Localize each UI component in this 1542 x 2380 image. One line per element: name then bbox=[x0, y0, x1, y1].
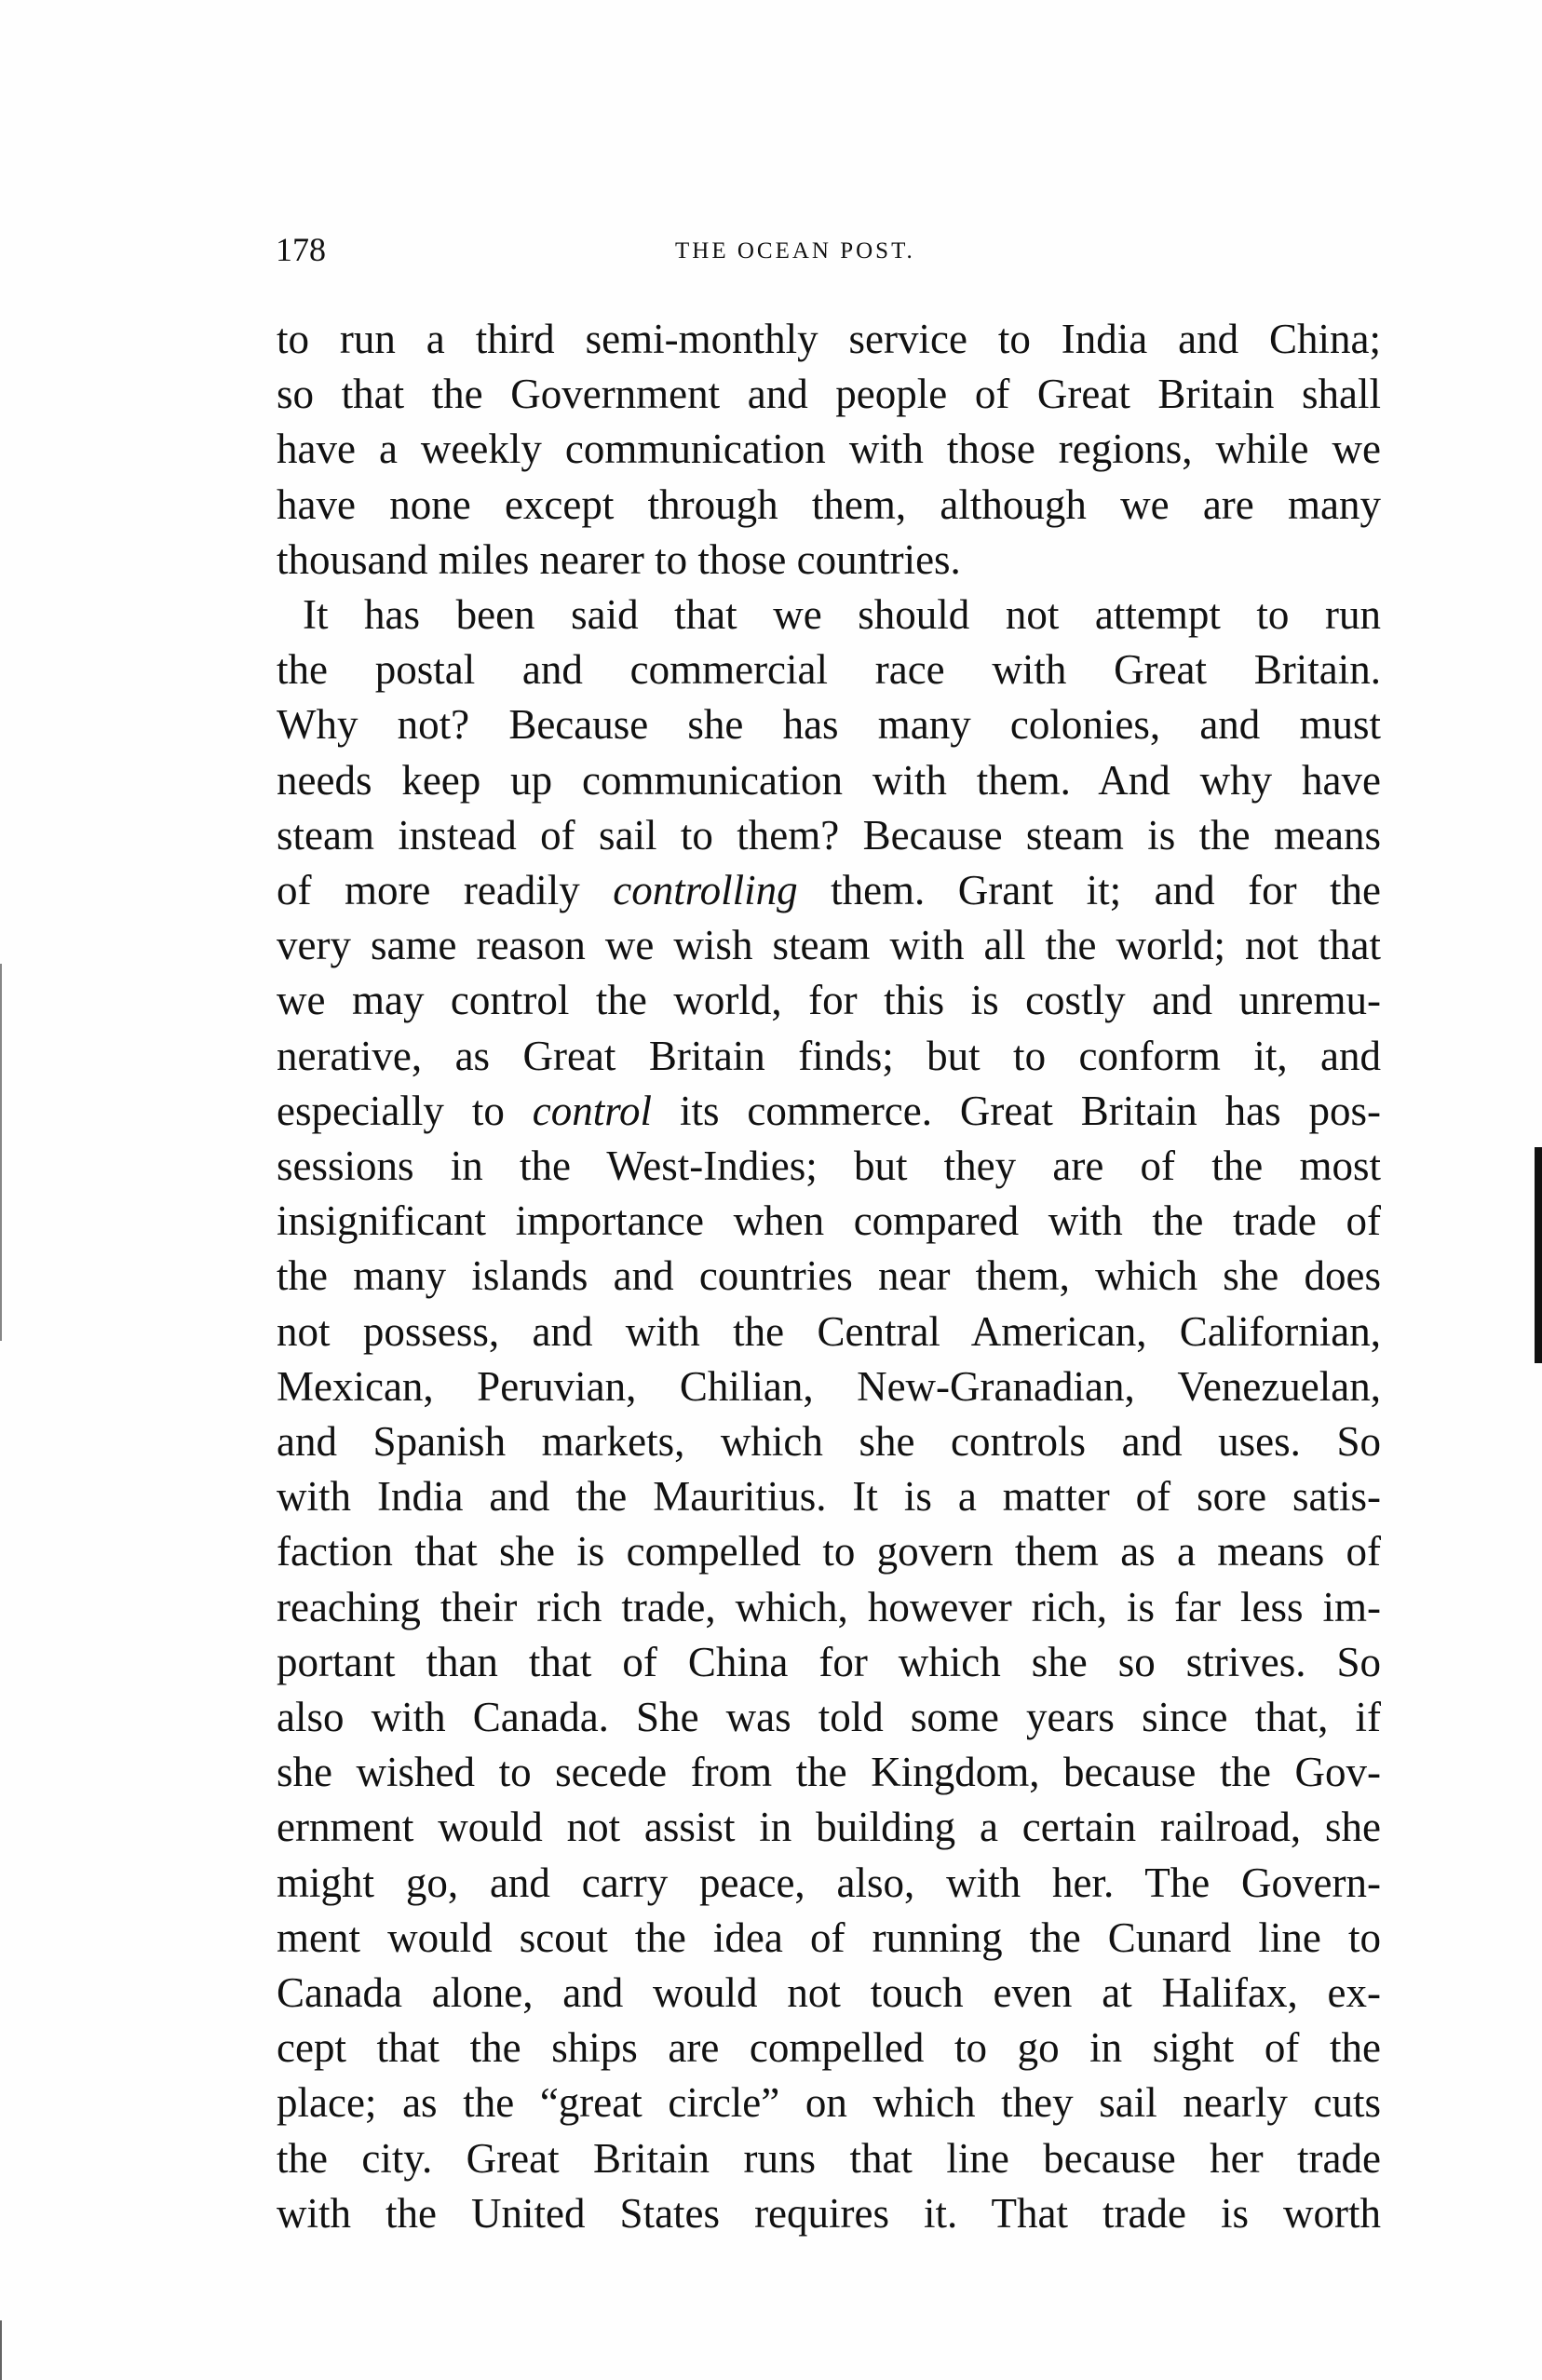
scan-edge-artifact-right bbox=[1535, 1147, 1542, 1363]
italic-emphasis: control bbox=[532, 1087, 653, 1134]
text-line: Mexican, Peruvian, Chilian, New-Granadian, Venezuelan, bbox=[277, 1362, 1381, 1410]
text-line: Canada alone, and would not touch even at Halifax, ex- bbox=[277, 1969, 1381, 2016]
text-line: and Spanish markets, which she controls and uses. So bbox=[277, 1418, 1381, 1465]
text-line: insignificant importance when compared with the trade of bbox=[277, 1197, 1381, 1245]
text-line: so that the Government and people of Great Britain shall bbox=[277, 371, 1381, 418]
text-line: Why not? Because she has many colonies, and must bbox=[277, 701, 1381, 749]
text-run: them. Grant it; and for the bbox=[797, 867, 1381, 913]
text-run: of more readily bbox=[277, 867, 614, 913]
text-line: thousand miles nearer to those countries. bbox=[277, 535, 961, 583]
text-line: cept that the ships are compelled to go in sight of the bbox=[277, 2024, 1381, 2072]
text-line: place; as the “great circle” on which they sail nearly cuts bbox=[277, 2079, 1381, 2127]
text-line: steam instead of sail to them? Because steam is the means bbox=[277, 811, 1381, 859]
text-line: the postal and commercial race with Great Britain. bbox=[277, 646, 1381, 694]
text-line bbox=[277, 864, 1381, 916]
text-line: It has been said that we should not attempt to run bbox=[303, 591, 1381, 638]
scan-edge-artifact-left bbox=[0, 964, 2, 1341]
text-line: to run a third semi-monthly service to India and China; bbox=[277, 316, 1381, 362]
text-line: might go, and carry peace, also, with her. The Govern- bbox=[277, 1859, 1381, 1906]
text-line: have none except through them, although we are many bbox=[277, 480, 1381, 528]
text-run: its commerce. Great Britain has pos- bbox=[652, 1087, 1381, 1134]
italic-emphasis: controlling bbox=[613, 867, 798, 913]
page-number: 178 bbox=[276, 231, 326, 268]
text-line: faction that she is compelled to govern them as a means of bbox=[277, 1528, 1381, 1575]
text-line: with the United States requires it. That trade is worth bbox=[277, 2189, 1381, 2237]
text-line: reaching their rich trade, which, however rich, is far less im- bbox=[277, 1583, 1381, 1630]
text-line: needs keep up communication with them. And why have bbox=[277, 756, 1381, 804]
text-line: nerative, as Great Britain finds; but to conform it, and bbox=[277, 1032, 1381, 1079]
text-line: also with Canada. She was told some years since that, if bbox=[277, 1694, 1381, 1740]
scan-edge-artifact-left-bottom bbox=[0, 2320, 2, 2380]
text-line: not possess, and with the Central American, Californian, bbox=[277, 1307, 1381, 1355]
text-line: we may control the world, for this is costly and unremu- bbox=[277, 977, 1381, 1024]
text-line: the city. Great Britain runs that line because her trade bbox=[277, 2134, 1381, 2182]
text-line: very same reason we wish steam with all the world; not that bbox=[277, 922, 1381, 969]
text-run: especially to bbox=[277, 1087, 533, 1134]
running-head bbox=[264, 229, 1382, 270]
text-line: ernment would not assist in building a certain railroad, she bbox=[277, 1804, 1381, 1851]
text-line: the many islands and countries near them, which she does bbox=[277, 1252, 1381, 1300]
text-line: have a weekly communication with those regions, while we bbox=[277, 426, 1381, 473]
running-head-title: THE OCEAN POST. bbox=[675, 238, 915, 264]
text-line: portant than that of China for which she so strives. So bbox=[277, 1638, 1381, 1685]
text-line: with India and the Mauritius. It is a matter of sore satis- bbox=[277, 1473, 1381, 1521]
text-line: she wished to secede from the Kingdom, because the Gov- bbox=[277, 1749, 1381, 1796]
text-line: sessions in the West-Indies; but they are of the most bbox=[277, 1143, 1381, 1189]
text-line bbox=[277, 1085, 1381, 1137]
text-line: ment would scout the idea of running the Cunard line to bbox=[277, 1913, 1381, 1961]
